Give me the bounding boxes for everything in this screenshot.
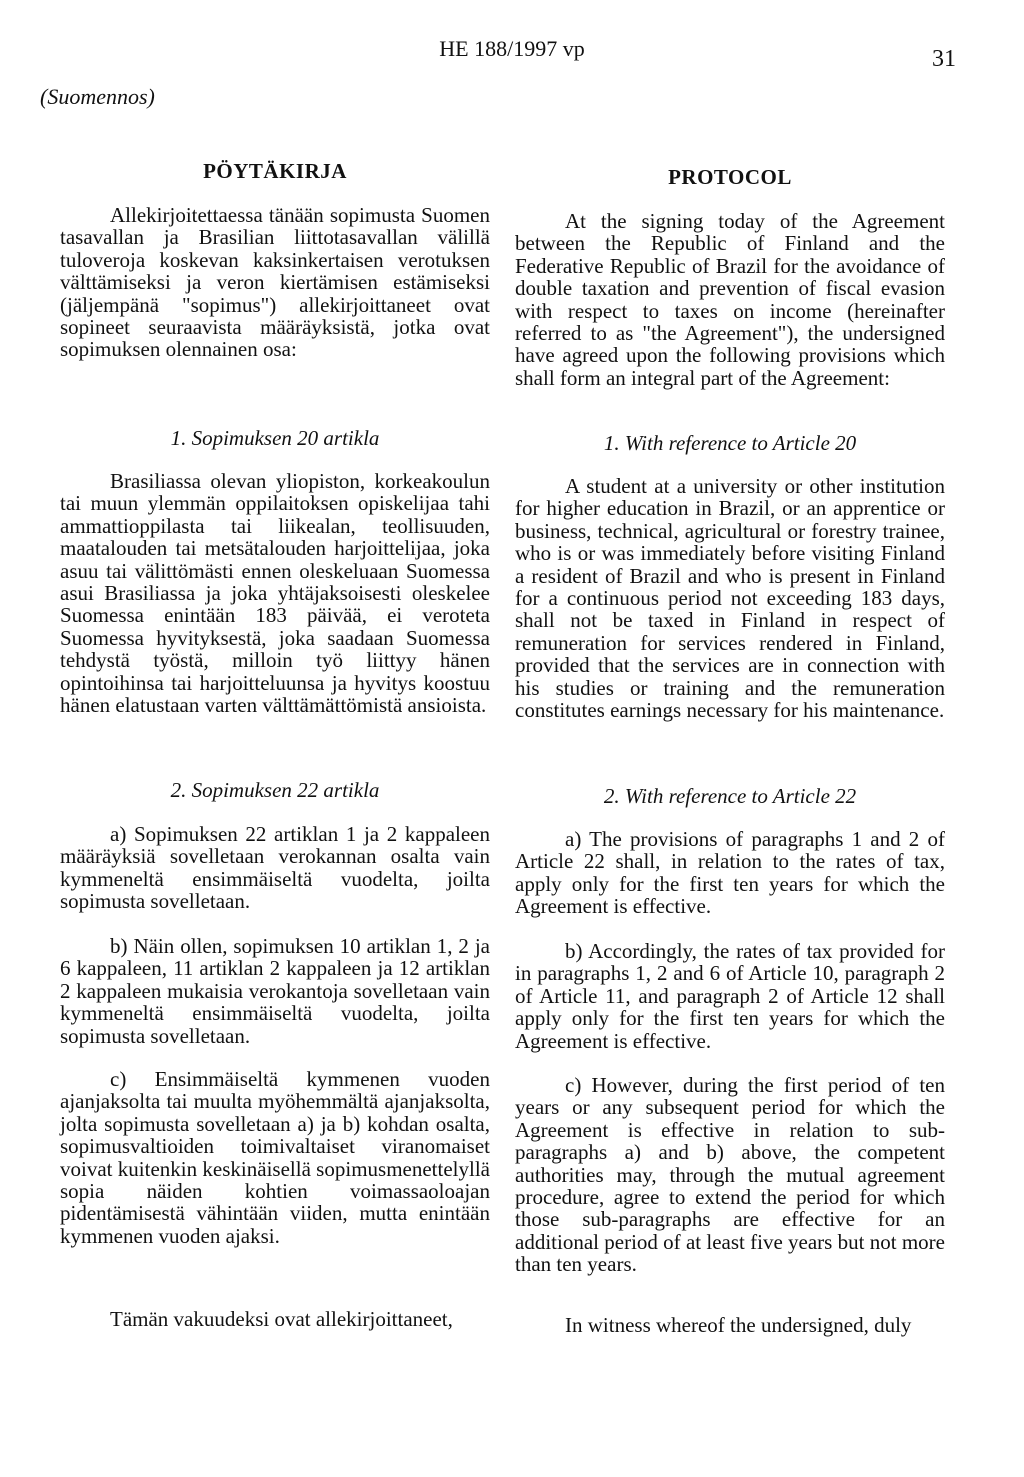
page-number: 31 [932,46,956,72]
translation-note: (Suomennos) [40,84,155,109]
finnish-section2-a: a) Sopimuksen 22 artiklan 1 ja 2 kappaleen määräyksiä sovelletaan verokannan osalta vain kymmeneltä ensimmäiseltä vuodelta, joilta sopimusta sovelletaan. [60,822,490,914]
finnish-section1-text: Brasiliassa olevan yliopiston, korkeakoulun tai muun ylemmän oppilaitoksen opiskelijaa tahi ammattioppilasta tai liikealan, teollisuuden, maatalouden tai metsätalouden harjoittelijaa, joka asuu tai välittömästi ennen oleskeluaan Suomessa asui Brasiliassa ja joka yhtäjaksoisesti oleskelee Suomessa enintään 183 päivää, ei veroteta Suomessa hyvityksestä, joka saadaan Suomessa tehdystä työstä, milloin työ liittyy hänen opintoihinsa tai harjoitteluunsa ja hyvitys koostuu hänen elatustaan varten välttämättömistä ansioista. [60,469,490,718]
finnish-closing: Tämän vakuudeksi ovat allekirjoittaneet, [110,1307,453,1331]
english-section2-b: b) Accordingly, the rates of tax provided for in paragraphs 1, 2 and 6 of Article 10, paragraph 2 of Article 11, and paragraph 2 of Article 12 shall apply only for the first ten years for which the Agreement is effective. [515,939,945,1053]
english-section2-c: c) However, during the first period of ten years or any subsequent period for which the Agreement is effective in relation to sub-paragraphs a) and b) above, the competent authorities may, through the mutual agreement procedure, agree to extend the period for which those sub-paragraphs are effective for an additional period of at least five years but not more than ten years. [515,1073,945,1277]
english-intro: At the signing today of the Agreement between the Republic of Finland and the Federative Republic of Brazil for the avoidance of double taxation and prevention of fiscal evasion with respect to taxes on income (hereinafter referred to as "the Agreement"), the undersigned have agreed upon the following provisions which shall form an integral part of the Agreement: [515,209,945,390]
finnish-intro: Allekirjoitettaessa tänään sopimusta Suomen tasavallan ja Brasilian liittotasavallan välillä tuloveroja koskevan kaksinkertaisen verotuksen välttämiseksi ja veron kiertämisen estämiseksi (jäljempänä "sopimus") allekirjoittaneet ovat sopineet seuraavista määräyksistä, jotka ovat sopimuksen olennainen osa: [60,203,490,362]
english-closing: In witness whereof the undersigned, duly [565,1313,912,1337]
english-section2-a: a) The provisions of paragraphs 1 and 2 of Article 22 shall, in relation to the rates of tax, apply only for the first ten years for which the Agreement is effective. [515,827,945,919]
finnish-section1-heading: 1. Sopimuksen 20 artikla [170,426,380,450]
finnish-title: PÖYTÄKIRJA [203,159,347,183]
english-section2-heading: 2. With reference to Article 22 [603,784,857,808]
finnish-section2-b: b) Näin ollen, sopimuksen 10 artiklan 1, 2 ja 6 kappaleen, 11 artiklan 2 kappaleen ja 12 artiklan 2 kappaleen mukaisia verokantoja sovelletaan vain kymmeneltä ensimmäiseltä vuodelta, joilta sopimusta sovelletaan. [60,934,490,1048]
english-section1-heading: 1. With reference to Article 20 [603,431,857,455]
finnish-section2-c: c) Ensimmäiseltä kymmenen vuoden ajanjaksolta tai muulta myöhemmältä ajanjaksolta, jolta sopimusta sovelletaan a) ja b) kohdan osalta, sopimusvaltioiden toimivaltaiset viranomaiset voivat kuitenkin keskinäisellä sopimusmenettelyllä sopia näiden kohtien voimassaoloajan pidentämisestä vähintään viiden, mutta enintään kymmenen vuoden ajaksi. [60,1067,490,1248]
finnish-section2-heading: 2. Sopimuksen 22 artikla [170,778,380,802]
document-id: HE 188/1997 vp [439,36,585,61]
english-section1-text: A student at a university or other institution for higher education in Brazil, or an apprentice or business, technical, agricultural or forestry trainee, who is or was immediately before visiting Finland a resident of Brazil and who is present in Finland for a continuous period not exceeding 183 days, shall not be taxed in Finland in respect of remuneration for services rendered in Finland, provided that the services are in connection with his studies or training and the remuneration constitutes earnings necessary for his maintenance. [515,474,945,723]
english-title: PROTOCOL [668,165,792,189]
